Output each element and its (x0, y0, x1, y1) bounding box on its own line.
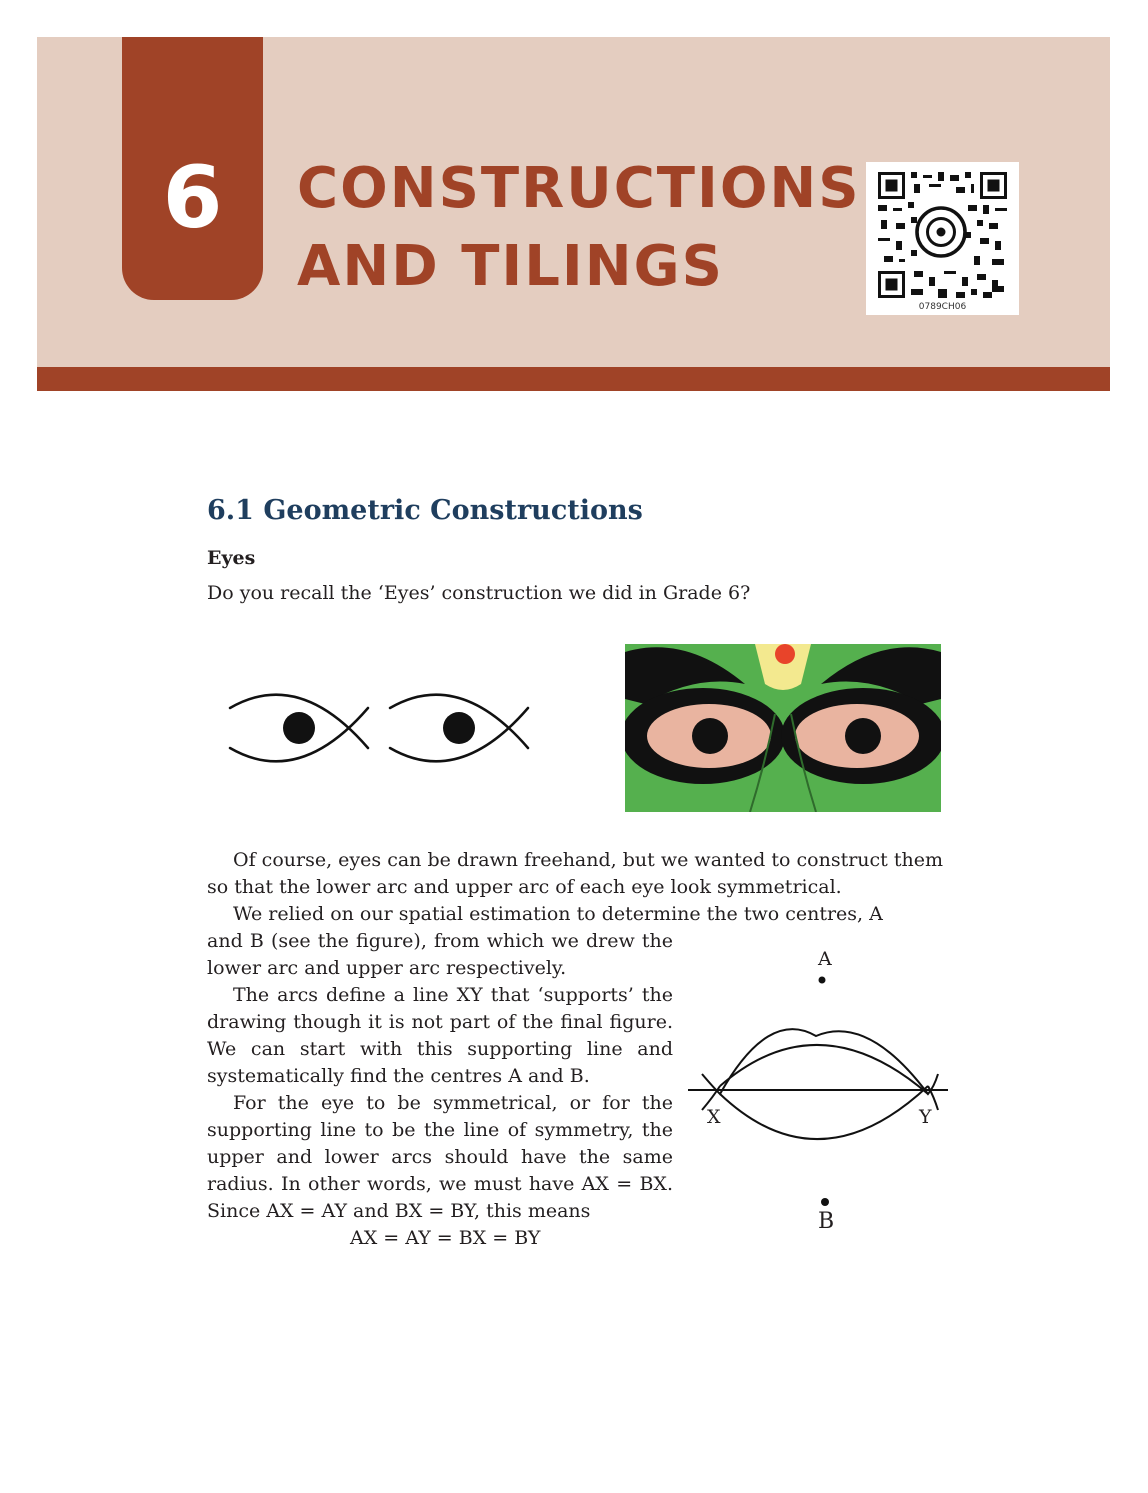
label-a: A (818, 948, 832, 970)
chapter-title (297, 150, 861, 306)
chapter-title-line1: CONSTRUCTIONS (297, 156, 861, 221)
construction-figure (688, 970, 950, 1170)
section-title: 6.1 Geometric Constructions (207, 495, 643, 526)
label-x: X (707, 1106, 721, 1128)
point-b-dot (821, 1198, 829, 1206)
qr-pattern-icon (878, 172, 1007, 298)
chapter-title-line2: AND TILINGS (297, 234, 724, 299)
paragraph-3: The arcs define a line XY that ‘supports’ the drawing though it is not part of the final figure. We can start with this supporting line and systematically find the centres A and B. (207, 984, 673, 1087)
qr-code[interactable] (866, 162, 1019, 315)
paragraph-2-start: We relied on our spatial estimation to determine the two centres, A (233, 903, 883, 925)
intro-text: Do you recall the ‘Eyes’ construction we did in Grade 6? (207, 582, 751, 604)
chapter-tab (122, 37, 263, 300)
equation: AX = AY = BX = BY (350, 1227, 541, 1249)
paragraph-2-rest: and B (see the figure), from which we drew the lower arc and upper arc respectively. (207, 930, 673, 979)
banner-stripe (37, 367, 1110, 391)
paragraph-1: Of course, eyes can be drawn freehand, but we wanted to construct them so that the lower arc and upper arc of each eye look symmetrical. (207, 849, 943, 898)
label-y: Y (919, 1106, 932, 1128)
chapter-number: 6 (162, 148, 223, 248)
paragraph-4: For the eye to be symmetrical, or for the supporting line to be the line of symmetry, the upper and lower arcs should have the same radius. In other words, we must have AX = BX. Since AX = AY and BX = BY, this means (207, 1092, 673, 1222)
label-b: B (818, 1209, 835, 1234)
painted-face-illustration (625, 644, 941, 812)
eyes-drawing (225, 690, 535, 770)
subheading: Eyes (207, 547, 256, 569)
qr-code-label: 0789CH06 (918, 302, 967, 312)
point-a (819, 977, 826, 984)
